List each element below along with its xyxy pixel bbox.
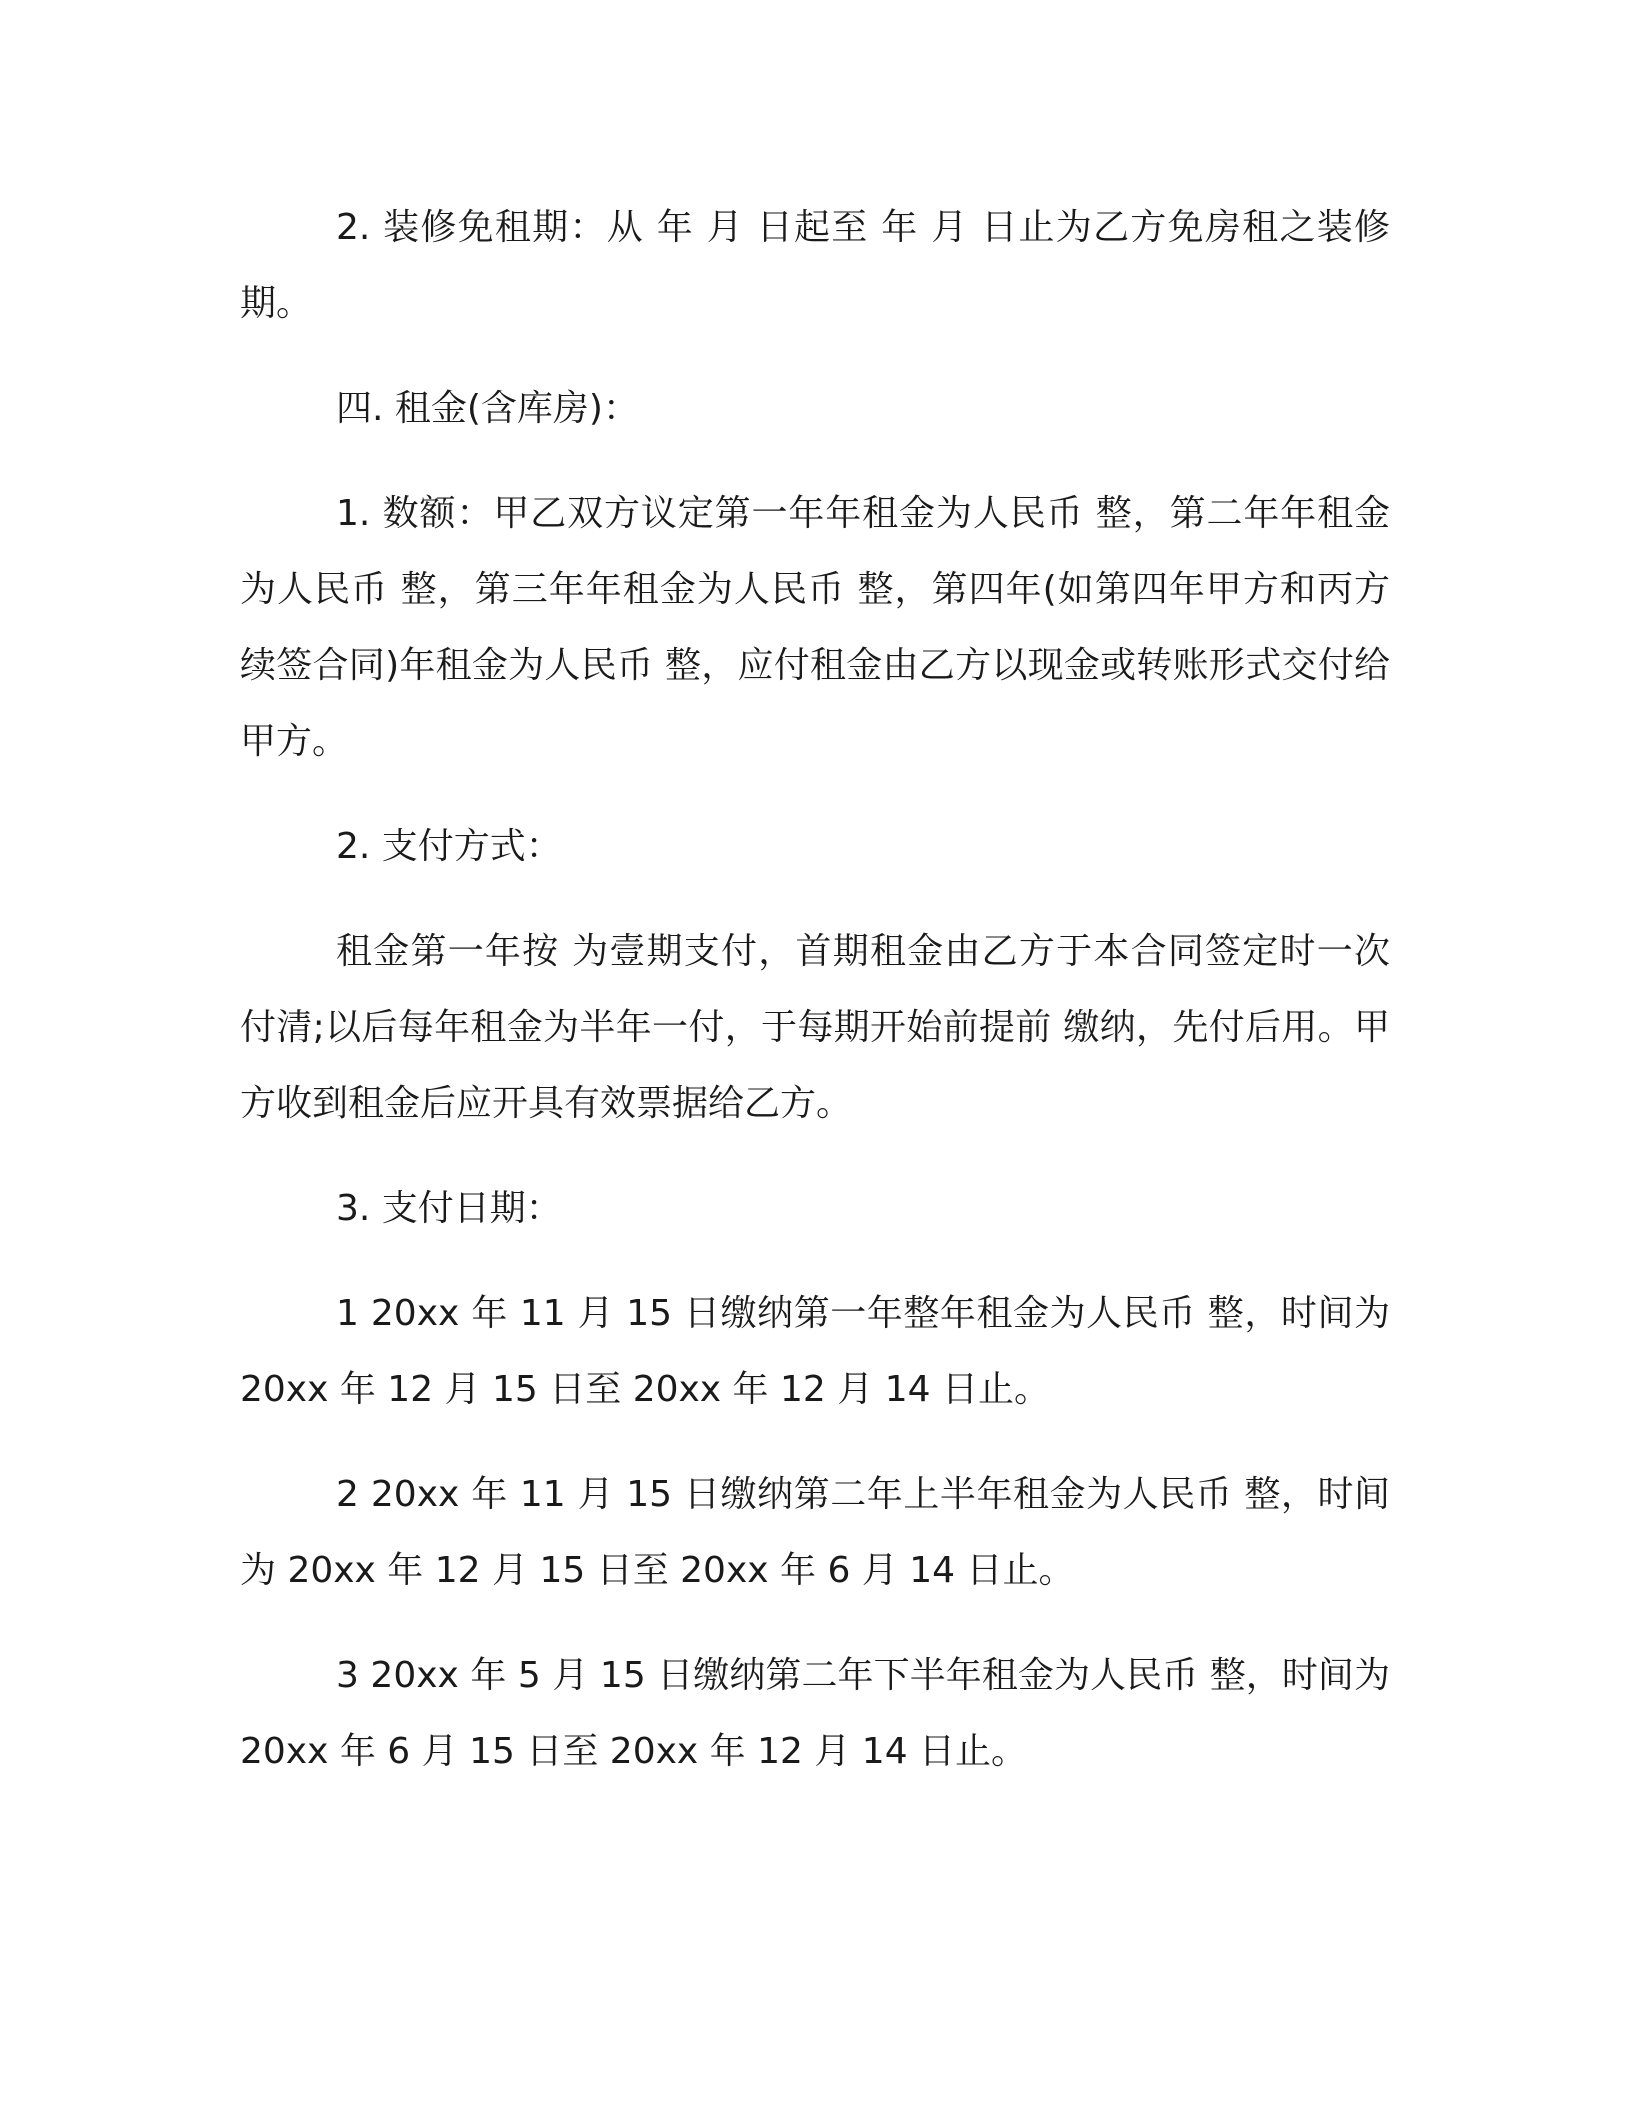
document-body: [240, 190, 1390, 1819]
paragraph-payment-date-1: 1 20xx 年 11 月 15 日缴纳第一年整年租金为人民币 整，时间为 20xx 年 12 月 15 日至 20xx 年 12 月 14 日止。: [240, 1293, 1390, 1410]
paragraph-payment-method-heading: 2. 支付方式：: [336, 826, 562, 867]
paragraph-payment-date-2: 2 20xx 年 11 月 15 日缴纳第二年上半年租金为人民币 整，时间为 20xx 年 12 月 15 日至 20xx 年 6 月 14 日止。: [240, 1474, 1390, 1591]
paragraph-renovation-rent-free-period: 2. 装修免租期：从 年 月 日起至 年 月 日止为乙方免房租之装修期。: [240, 207, 1390, 324]
paragraph-payment-date-heading: 3. 支付日期：: [336, 1188, 562, 1229]
paragraph-payment-method: 租金第一年按 为壹期支付，首期租金由乙方于本合同签定时一次付清;以后每年租金为半年一付，于每期开始前提前 缴纳，先付后用。甲方收到租金后应开具有效票据给乙方。: [240, 931, 1390, 1124]
section-heading-rent: 四. 租金(含库房)：: [336, 388, 639, 429]
paragraph-payment-date-3: 3 20xx 年 5 月 15 日缴纳第二年下半年租金为人民币 整，时间为 20xx 年 6 月 15 日至 20xx 年 12 月 14 日止。: [240, 1655, 1390, 1772]
paragraph-rent-amount: 1. 数额：甲乙双方议定第一年年租金为人民币 整，第二年年租金为人民币 整，第三年年租金为人民币 整，第四年(如第四年甲方和丙方续签合同)年租金为人民币 整，应付租金由乙方以现金或转账形式交付给甲方。: [240, 493, 1390, 762]
